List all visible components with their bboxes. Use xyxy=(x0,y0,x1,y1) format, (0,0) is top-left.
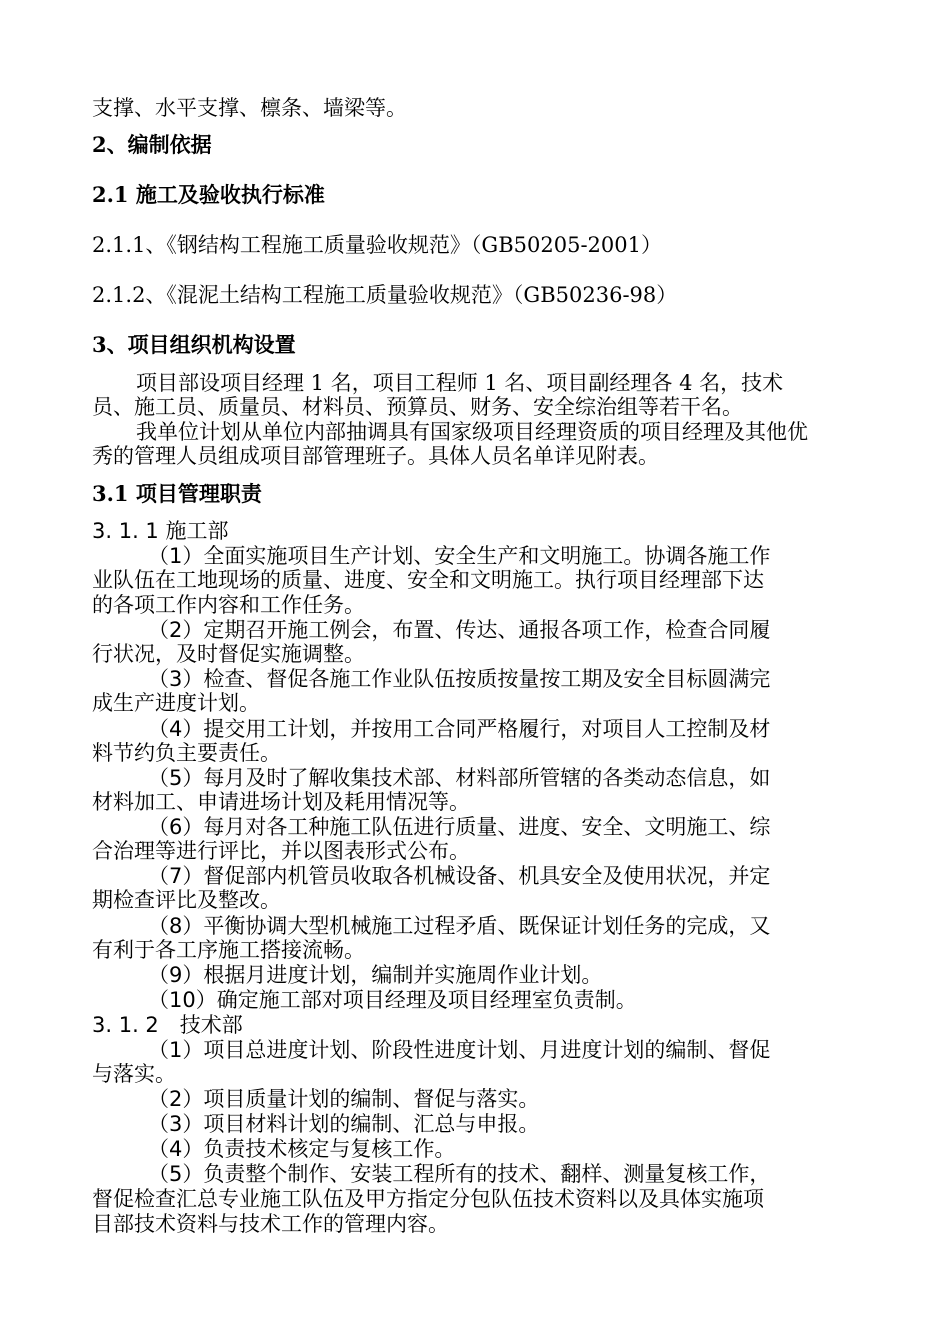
tech-duty-2: （2）项目质量计划的编制、督促与落实。 xyxy=(148,1087,540,1111)
duty-4-line-1: （4）提交用工计划，并按用工合同严格履行，对项目人工控制及材 xyxy=(148,717,771,741)
tech-duty-1-line-2: 与落实。 xyxy=(92,1062,176,1086)
intro-text: 支撑、水平支撑、檩条、墙梁等。 xyxy=(92,96,407,120)
duty-7-line-2: 期检查评比及整改。 xyxy=(92,888,281,912)
duty-5-line-2: 材料加工、申请进场计划及耗用情况等。 xyxy=(92,790,470,814)
duty-1-line-1: （1）全面实施项目生产计划、安全生产和文明施工。协调各施工作 xyxy=(148,544,771,568)
duty-10: （10）确定施工部对项目经理及项目经理室负责制。 xyxy=(148,988,637,1012)
tech-duty-1-line-1: （1）项目总进度计划、阶段性进度计划、月进度计划的编制、督促 xyxy=(148,1038,771,1062)
heading-2-1: 2.1 施工及验收执行标准 xyxy=(92,182,325,207)
heading-3: 3、项目组织机构设置 xyxy=(92,332,296,357)
standard-item-2: 2.1.2、《混泥土结构工程施工质量验收规范》（GB50236-98） xyxy=(92,283,678,307)
duty-2-line-1: （2）定期召开施工例会，布置、传达、通报各项工作，检查合同履 xyxy=(148,618,771,642)
duty-1-line-2: 业队伍在工地现场的质量、进度、安全和文明施工。执行项目经理部下达 xyxy=(92,568,764,592)
duty-6-line-1: （6）每月对各工种施工队伍进行质量、进度、安全、文明施工、综 xyxy=(148,815,771,839)
duty-5-line-1: （5）每月及时了解收集技术部、材料部所管辖的各类动态信息，如 xyxy=(148,766,771,790)
duty-1-line-3: 的各项工作内容和工作任务。 xyxy=(92,593,365,617)
heading-3-1: 3.1 项目管理职责 xyxy=(92,481,262,506)
standard-item-1: 2.1.1、《钢结构工程施工质量验收规范》（GB50205-2001） xyxy=(92,233,662,257)
tech-duty-4: （4）负责技术核定与复核工作。 xyxy=(148,1137,456,1161)
tech-duty-5-line-2: 督促检查汇总专业施工队伍及甲方指定分包队伍技术资料以及具体实施项 xyxy=(92,1187,764,1211)
duty-9: （9）根据月进度计划，编制并实施周作业计划。 xyxy=(148,963,603,987)
org-para-2-line-1: 我单位计划从单位内部抽调具有国家级项目经理资质的项目经理及其他优 xyxy=(136,420,808,444)
org-para-1-line-2: 员、施工员、质量员、材料员、预算员、财务、安全综治组等若干名。 xyxy=(92,395,743,419)
duty-8-line-1: （8）平衡协调大型机械施工过程矛盾、既保证计划任务的完成，又 xyxy=(148,914,771,938)
tech-duty-3: （3）项目材料计划的编制、汇总与申报。 xyxy=(148,1112,540,1136)
tech-duty-5-line-1: （5）负责整个制作、安装工程所有的技术、翻样、测量复核工作， xyxy=(148,1162,771,1186)
org-para-2-line-2: 秀的管理人员组成项目部管理班子。具体人员名单详见附表。 xyxy=(92,444,659,468)
org-para-1-line-1: 项目部设项目经理 1 名，项目工程师 1 名、项目副经理各 4 名，技术 xyxy=(136,371,784,395)
heading-2: 2、编制依据 xyxy=(92,132,212,157)
section-3-1-1-title: 3. 1. 1 施工部 xyxy=(92,519,229,543)
duty-3-line-1: （3）检查、督促各施工作业队伍按质按量按工期及安全目标圆满完 xyxy=(148,667,771,691)
duty-2-line-2: 行状况，及时督促实施调整。 xyxy=(92,642,365,666)
tech-duty-5-line-3: 目部技术资料与技术工作的管理内容。 xyxy=(92,1212,449,1236)
duty-7-line-1: （7）督促部内机管员收取各机械设备、机具安全及使用状况，并定 xyxy=(148,864,771,888)
duty-3-line-2: 成生产进度计划。 xyxy=(92,691,260,715)
duty-8-line-2: 有利于各工序施工搭接流畅。 xyxy=(92,938,365,962)
duty-4-line-2: 料节约负主要责任。 xyxy=(92,741,281,765)
duty-6-line-2: 合治理等进行评比，并以图表形式公布。 xyxy=(92,839,470,863)
section-3-1-2-title: 3. 1. 2 技术部 xyxy=(92,1013,243,1037)
